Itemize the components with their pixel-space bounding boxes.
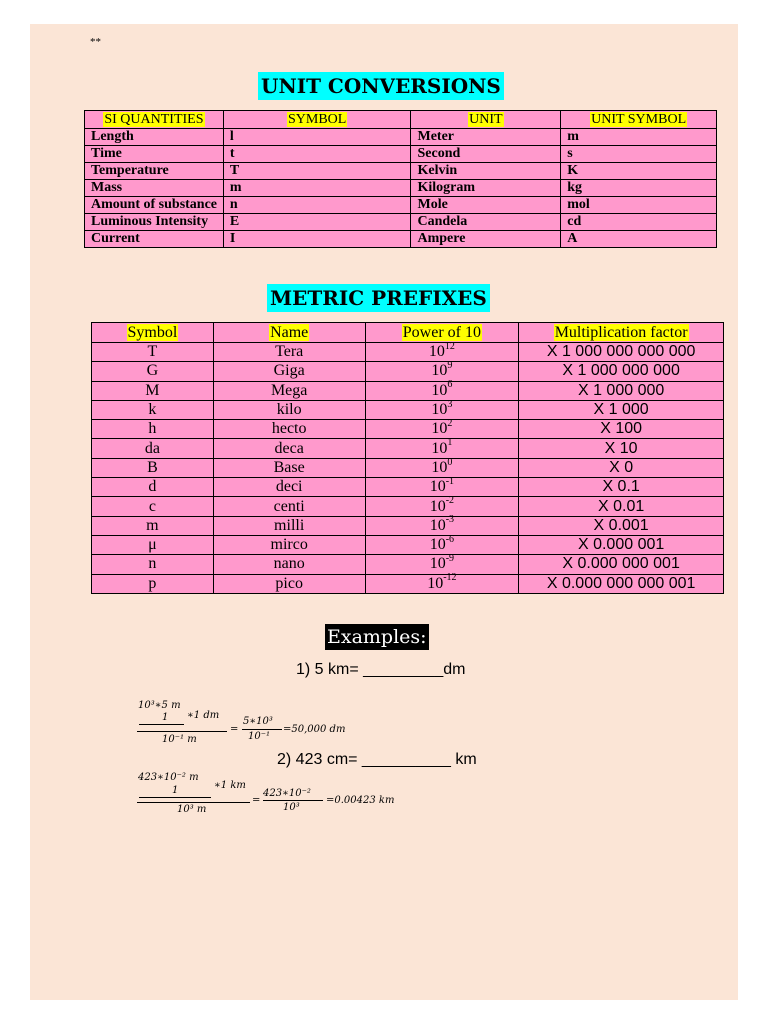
power-base: 10 bbox=[429, 536, 446, 554]
table-cell bbox=[365, 381, 519, 400]
table-row bbox=[92, 478, 724, 497]
table-cell: kg bbox=[561, 180, 717, 197]
table-cell: Kelvin bbox=[411, 163, 561, 180]
power-base: 10 bbox=[431, 420, 448, 438]
table-cell: I bbox=[223, 231, 411, 248]
table-cell: X 0.001 bbox=[519, 516, 724, 535]
eq2-numerator-top: 423∗10⁻² m bbox=[138, 772, 199, 783]
table-cell bbox=[365, 458, 519, 477]
power-exponent: -1 bbox=[445, 475, 455, 487]
table-row bbox=[92, 362, 724, 381]
table-cell: s bbox=[561, 146, 717, 163]
table-cell: k bbox=[92, 400, 214, 419]
power-exponent: 6 bbox=[447, 379, 453, 391]
power-exponent: 1 bbox=[447, 437, 453, 449]
table-row bbox=[85, 231, 717, 248]
eq2-mid-numerator: 423∗10⁻² bbox=[263, 788, 311, 799]
table-cell: cd bbox=[561, 214, 717, 231]
table-cell: X 1 000 000 bbox=[519, 381, 724, 400]
table-row bbox=[92, 535, 724, 554]
table-cell: mol bbox=[561, 197, 717, 214]
table-cell: nano bbox=[213, 555, 365, 574]
table-cell bbox=[365, 475, 519, 497]
table-row bbox=[85, 197, 717, 214]
table-row bbox=[85, 163, 717, 180]
table-cell: milli bbox=[213, 516, 365, 535]
power-base: 10 bbox=[431, 401, 448, 419]
power-base: 10 bbox=[428, 343, 445, 361]
eq1-main-bar bbox=[137, 731, 227, 732]
table-cell bbox=[365, 340, 519, 362]
table-cell: c bbox=[92, 497, 214, 516]
unit-conversions-title: UNIT CONVERSIONS bbox=[258, 72, 504, 100]
table-row bbox=[92, 420, 724, 439]
table-cell: n bbox=[92, 555, 214, 574]
table-cell: da bbox=[92, 439, 214, 458]
table-row bbox=[92, 400, 724, 419]
power-base: 10 bbox=[429, 478, 446, 496]
table-cell bbox=[365, 535, 519, 554]
examples-heading: Examples: bbox=[327, 626, 427, 648]
equation-2 bbox=[135, 770, 425, 820]
table-cell: Giga bbox=[213, 362, 365, 381]
table-cell: G bbox=[92, 362, 214, 381]
power-base: 10 bbox=[431, 381, 448, 399]
table-cell: n bbox=[223, 197, 411, 214]
table-cell: Mega bbox=[213, 381, 365, 400]
table-cell: X 1 000 000 000 000 bbox=[519, 343, 724, 362]
page-marker: ** bbox=[90, 36, 101, 48]
eq2-mid-bar bbox=[263, 800, 323, 801]
header-cell: UNIT bbox=[411, 111, 561, 129]
table-cell: Time bbox=[85, 146, 224, 163]
table-cell: X 100 bbox=[519, 420, 724, 439]
table-cell bbox=[365, 362, 519, 381]
power-exponent: 3 bbox=[447, 398, 453, 410]
metric-prefixes-table bbox=[91, 322, 724, 594]
header-cell: Multiplication factor bbox=[519, 323, 724, 343]
table-cell bbox=[365, 439, 519, 458]
table-cell: T bbox=[92, 343, 214, 362]
table-cell: Second bbox=[411, 146, 561, 163]
table-cell: Kilogram bbox=[411, 180, 561, 197]
table-cell: X 1 000 bbox=[519, 400, 724, 419]
eq1-result: =50,000 dm bbox=[283, 724, 346, 735]
power-exponent: 9 bbox=[447, 360, 453, 372]
power-exponent: -12 bbox=[443, 572, 457, 584]
table-cell bbox=[365, 400, 519, 419]
header-cell: UNIT SYMBOL bbox=[561, 111, 717, 129]
table-cell: X 1 000 000 000 bbox=[519, 362, 724, 381]
table-cell: μ bbox=[92, 535, 214, 554]
table-cell: B bbox=[92, 458, 214, 477]
eq1-numerator-top: 10³∗5 m bbox=[138, 700, 181, 711]
table-cell: X 0.000 000 000 001 bbox=[519, 574, 724, 593]
eq1-inner-bar bbox=[139, 724, 184, 725]
table-row bbox=[92, 458, 724, 477]
power-base: 10 bbox=[431, 439, 448, 457]
table-cell: hecto bbox=[213, 420, 365, 439]
table-cell: Temperature bbox=[85, 163, 224, 180]
table-row bbox=[92, 343, 724, 362]
table-cell: Luminous Intensity bbox=[85, 214, 224, 231]
eq2-equals: = bbox=[252, 795, 261, 806]
table-cell: Length bbox=[85, 129, 224, 146]
table-cell: T bbox=[223, 163, 411, 180]
table-cell: E bbox=[223, 214, 411, 231]
eq1-denominator: 10⁻¹ m bbox=[162, 734, 197, 745]
table-cell: X 0.000 001 bbox=[519, 535, 724, 554]
power-exponent: -2 bbox=[445, 495, 455, 507]
table-cell: pico bbox=[213, 574, 365, 593]
table-row bbox=[92, 439, 724, 458]
table-cell: d bbox=[92, 478, 214, 497]
table-row bbox=[85, 180, 717, 197]
question-2: 2) 423 cm= __________ km bbox=[277, 751, 477, 768]
eq1-multiplier: ∗1 dm bbox=[187, 710, 220, 721]
eq2-main-bar bbox=[137, 802, 250, 803]
table-cell: Tera bbox=[213, 343, 365, 362]
table-cell: Candela bbox=[411, 214, 561, 231]
table-cell: centi bbox=[213, 497, 365, 516]
power-exponent: 0 bbox=[447, 456, 453, 468]
metric-prefixes-title: METRIC PREFIXES bbox=[267, 284, 490, 312]
table-cell bbox=[365, 420, 519, 439]
header-cell: Power of 10 bbox=[365, 323, 519, 343]
header-cell: SI QUANTITIES bbox=[85, 111, 224, 129]
table-row bbox=[92, 381, 724, 400]
unit-conversions-table bbox=[84, 110, 717, 248]
table-row bbox=[92, 497, 724, 516]
table-header-row bbox=[92, 323, 724, 343]
eq1-mid-denominator: 10⁻¹ bbox=[248, 731, 271, 742]
table-cell: Mass bbox=[85, 180, 224, 197]
power-base: 10 bbox=[429, 516, 446, 534]
table-cell: deca bbox=[213, 439, 365, 458]
table-cell: X 0.000 000 001 bbox=[519, 555, 724, 574]
table-cell: X 0 bbox=[519, 458, 724, 477]
table-cell: Ampere bbox=[411, 231, 561, 248]
table-cell: m bbox=[223, 180, 411, 197]
equation-1 bbox=[135, 700, 375, 750]
table-cell bbox=[365, 555, 519, 574]
table-row bbox=[85, 214, 717, 231]
power-exponent: -3 bbox=[445, 514, 455, 526]
eq2-multiplier: ∗1 km bbox=[214, 780, 246, 791]
table-cell: Base bbox=[213, 458, 365, 477]
table-cell: K bbox=[561, 163, 717, 180]
table-cell: M bbox=[92, 381, 214, 400]
table-cell: Meter bbox=[411, 129, 561, 146]
power-base: 10 bbox=[429, 497, 446, 515]
table-cell: l bbox=[223, 129, 411, 146]
table-row bbox=[92, 516, 724, 535]
power-exponent: 12 bbox=[444, 340, 455, 352]
table-cell: t bbox=[223, 146, 411, 163]
table-row bbox=[85, 129, 717, 146]
question-1: 1) 5 km= _________dm bbox=[296, 661, 466, 678]
table-row bbox=[92, 555, 724, 574]
eq2-numerator-bottom: 1 bbox=[172, 785, 179, 796]
table-cell: A bbox=[561, 231, 717, 248]
table-cell: Current bbox=[85, 231, 224, 248]
table-cell bbox=[365, 497, 519, 516]
header-cell: Name bbox=[213, 323, 365, 343]
table-cell bbox=[365, 516, 519, 535]
table-cell: h bbox=[92, 420, 214, 439]
table-cell: X 0.1 bbox=[519, 478, 724, 497]
power-base: 10 bbox=[427, 574, 444, 592]
table-cell: X 10 bbox=[519, 439, 724, 458]
table-cell: m bbox=[92, 516, 214, 535]
table-row bbox=[85, 146, 717, 163]
table-cell bbox=[365, 574, 519, 593]
table-cell: m bbox=[561, 129, 717, 146]
table-cell: kilo bbox=[213, 400, 365, 419]
power-base: 10 bbox=[429, 555, 446, 573]
power-exponent: -6 bbox=[445, 533, 455, 545]
eq2-denominator: 10³ m bbox=[177, 804, 207, 815]
power-base: 10 bbox=[431, 362, 448, 380]
table-cell: Mole bbox=[411, 197, 561, 214]
eq2-result: =0.00423 km bbox=[326, 795, 395, 806]
power-base: 10 bbox=[431, 458, 448, 476]
table-cell: mirco bbox=[213, 535, 365, 554]
table-row bbox=[92, 574, 724, 593]
header-cell: Symbol bbox=[92, 323, 214, 343]
eq1-mid-bar bbox=[242, 729, 282, 730]
power-exponent: -9 bbox=[445, 553, 455, 565]
table-cell: deci bbox=[213, 478, 365, 497]
eq1-equals: = bbox=[230, 724, 239, 735]
power-exponent: 2 bbox=[447, 418, 453, 429]
eq1-mid-numerator: 5∗10³ bbox=[243, 716, 273, 727]
table-cell: p bbox=[92, 574, 214, 593]
eq2-inner-bar bbox=[139, 797, 211, 798]
eq1-numerator-bottom: 1 bbox=[162, 712, 169, 723]
eq2-mid-denominator: 10³ bbox=[283, 802, 300, 813]
header-cell: SYMBOL bbox=[223, 111, 411, 129]
table-header-row bbox=[85, 111, 717, 129]
table-cell: Amount of substance bbox=[85, 197, 224, 214]
table-cell: X 0.01 bbox=[519, 497, 724, 516]
